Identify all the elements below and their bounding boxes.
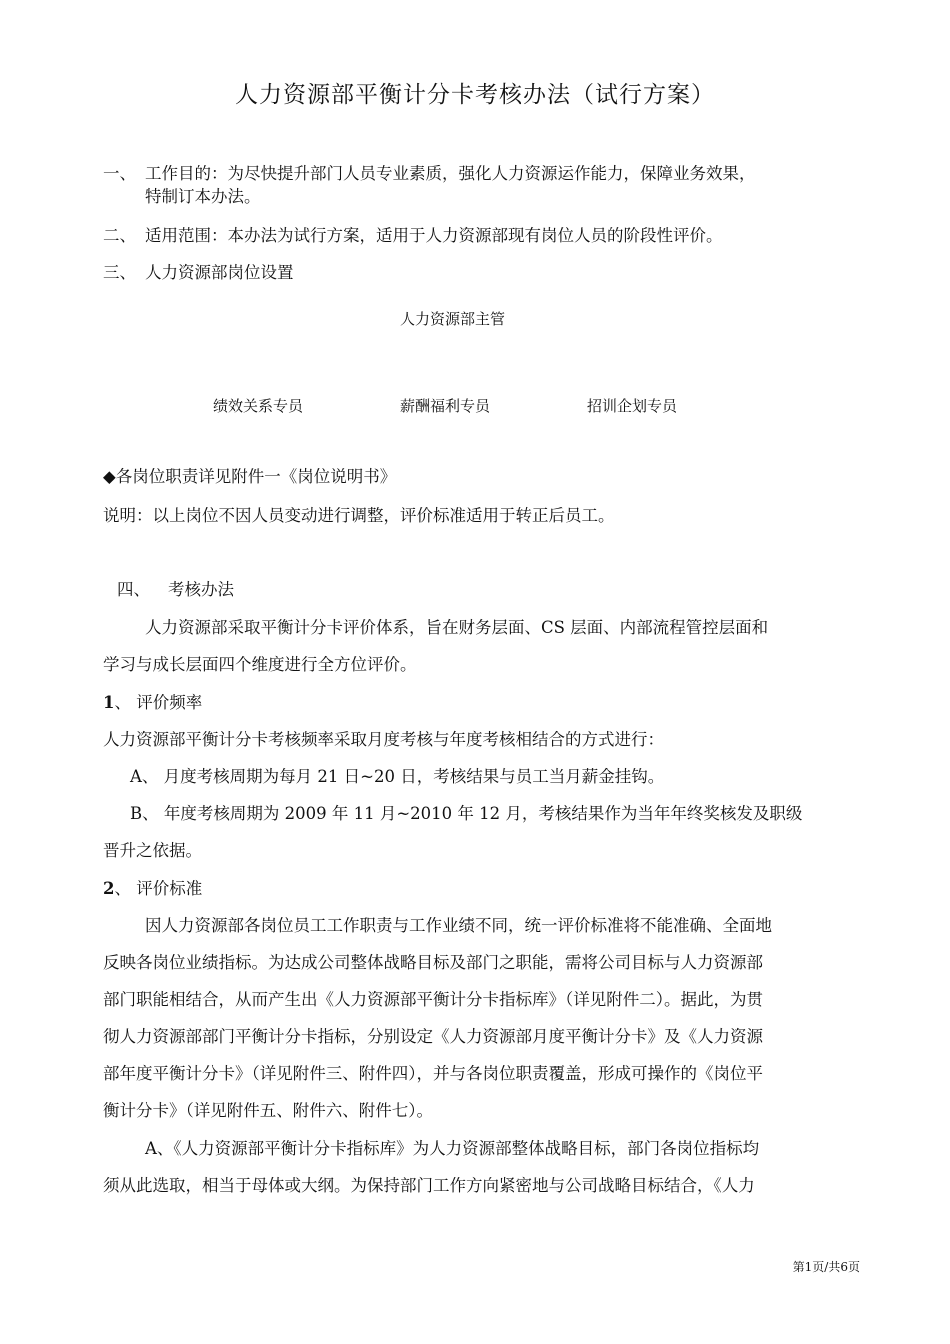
org-chart-child: 薪酬福利专员 [400,397,491,415]
indicator-library-line: 须从此选取，相当于母体或大纲。为保持部门工作方向紧密地与公司战略目标结合，《人力 [103,1176,755,1195]
org-chart-top: 人力资源部主管 [400,310,506,328]
item-2-number: 2 [103,879,115,898]
page-number: 第1页/共6页 [792,1260,860,1274]
indicator-library-line: A、《人力资源部平衡计分卡指标库》为人力资源部整体战略目标，部门各岗位指标均 [145,1139,760,1158]
standard-paragraph-line: 部年度平衡计分卡》（详见附件三、附件四），并与各岗位职责覆盖，形成可操作的《岗位平 [103,1064,763,1083]
frequency-item-b-line2: 晋升之依据。 [103,841,202,860]
section-3-text: 人力资源部岗位设置 [145,263,294,282]
section-2-text: 适用范围：本办法为试行方案，适用于人力资源部现有岗位人员的阶段性评价。 [145,226,723,245]
frequency-item-b-line1: B、 年度考核周期为 2009 年 11 月~2010 年 12 月，考核结果作为当年年终奖核发及职级 [130,804,803,823]
item-1-title: 、 评价频率 [114,693,203,712]
item-2-heading [103,878,202,900]
item-2-title: 、 评价标准 [114,879,203,898]
section-2-number: 二、 [103,226,136,245]
standard-paragraph-line: 因人力资源部各岗位员工工作职责与工作业绩不同，统一评价标准将不能准确、全面地 [145,916,772,935]
org-chart-child: 招训企划专员 [587,397,678,415]
frequency-item-a: A、 月度考核周期为每月 21 日~20 日，考核结果与员工当月薪金挂钩。 [130,767,665,786]
section-4-intro-line1: 人力资源部采取平衡计分卡评价体系，旨在财务层面、CS 层面、内部流程管控层面和 [145,618,769,637]
standard-paragraph-line: 彻人力资源部部门平衡计分卡指标，分别设定《人力资源部月度平衡计分卡》及《人力资源 [103,1027,763,1046]
section-4-intro-line2: 学习与成长层面四个维度进行全方位评价。 [103,655,417,674]
section-4-number: 四、 [117,580,150,599]
section-3-number: 三、 [103,263,136,282]
section-1-number: 一、 [103,164,136,183]
section-1-line2: 特制订本办法。 [145,187,261,206]
duty-note: ◆各岗位职责详见附件一《岗位说明书》 [103,467,397,486]
explanation-note: 说明：以上岗位不因人员变动进行调整，评价标准适用于转正后员工。 [103,506,615,525]
section-1-line1: 工作目的：为尽快提升部门人员专业素质，强化人力资源运作能力，保障业务效果， [145,164,756,183]
document-title: 人力资源部平衡计分卡考核办法（试行方案） [235,82,715,108]
item-1-heading [103,692,202,714]
standard-paragraph-line: 反映各岗位业绩指标。为达成公司整体战略目标及部门之职能，需将公司目标与人力资源部 [103,953,763,972]
section-4-heading: 考核办法 [168,580,234,599]
frequency-text: 人力资源部平衡计分卡考核频率采取月度考核与年度考核相结合的方式进行： [103,730,664,749]
org-chart-child: 绩效关系专员 [213,397,304,415]
item-1-number: 1 [103,693,115,712]
standard-paragraph-line: 衡计分卡》（详见附件五、附件六、附件七）。 [103,1101,433,1120]
standard-paragraph-line: 部门职能相结合，从而产生出《人力资源部平衡计分卡指标库》（详见附件二）。据此，为贯 [103,990,763,1009]
